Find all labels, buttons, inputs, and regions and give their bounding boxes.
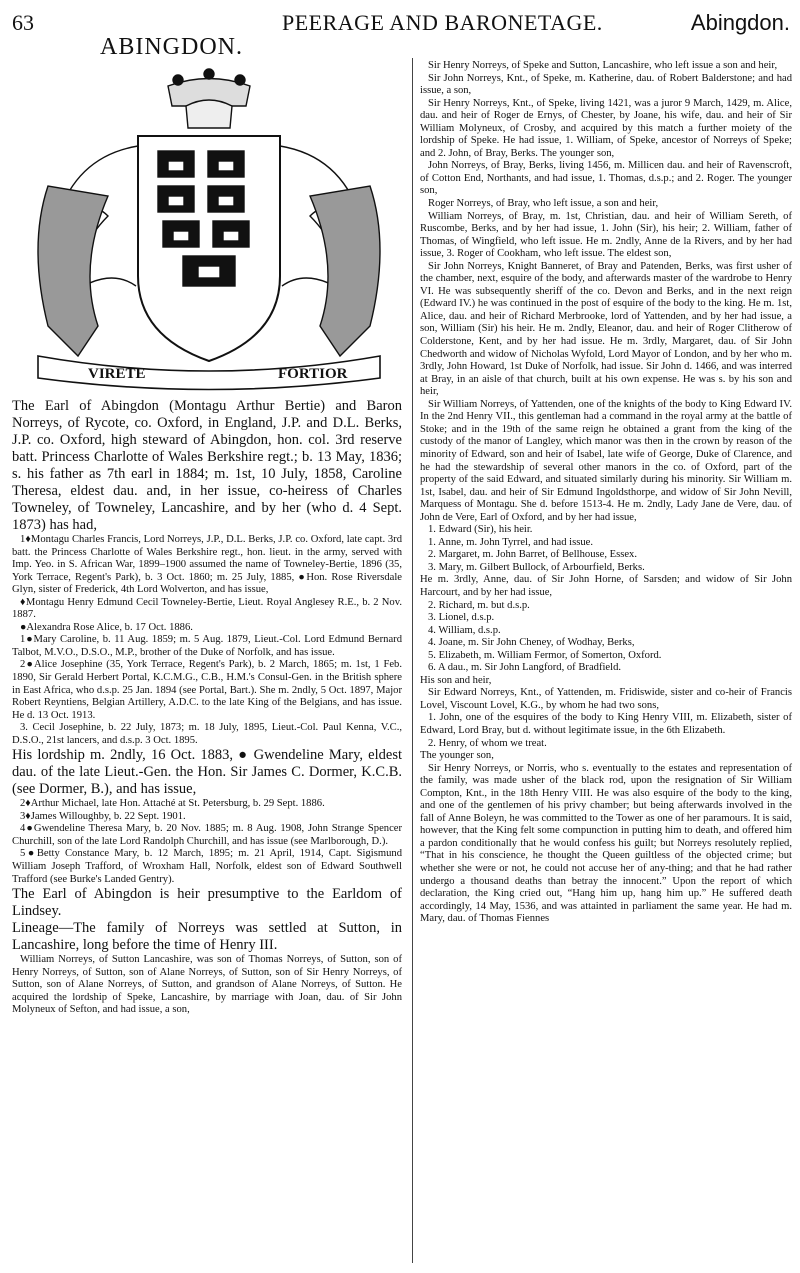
- left-column-paragraph: 3. Cecil Josephine, b. 22 July, 1873; m. 18 July, 1895, Lieut.-Col. Paul Kenna, V.C., D.S.O., 21st lancers, and d.s.p. 3 Oct. 1895.: [12, 722, 402, 746]
- left-column: [12, 398, 402, 1017]
- right-column-paragraph: His son and heir,: [420, 674, 492, 686]
- right-column-paragraph: Sir Edward Norreys, Knt., of Yattenden, m. Fridiswide, sister and co-heir of Francis Lovel, Viscount Lovel, K.G., by whom he had two sons,: [420, 687, 792, 711]
- motto-left: VIRETE: [88, 366, 146, 382]
- left-column-paragraph: 5●Betty Constance Mary, b. 12 March, 1895; m. 21 April, 1914, Capt. Sigismund William Joseph Trafford, of Wroxham Hall, Norfolk, eldest son of Edward Southwell Trafford (see Burke's Landed Gentry).: [12, 848, 402, 885]
- running-word: Abingdon.: [690, 10, 790, 35]
- right-column-paragraph: John Norreys, of Bray, Berks, living 1456, m. Millicen dau. and heir of Ravenscroft, of Cotton End, Northants, and had issue, 1. Thomas, d.s.p.; and 2. Roger. The younger son,: [420, 160, 792, 197]
- right-column-paragraph: 3. Lionel, d.s.p.: [428, 612, 495, 624]
- left-column-paragraph: ●Alexandra Rose Alice, b. 17 Oct. 1886.: [20, 621, 193, 633]
- left-column-paragraph: 1♦Montagu Charles Francis, Lord Norreys, J.P., D.L. Berks, J.P. co. Oxford, late capt. 3rd batt. the Princess Charlotte of Wales Berkshire regt., hon. lieut. in the army, served with Imp. Yeo. in S. African War, 1899–1900 assumed the name of Towneley-Bertie, 1896 (35, York Terrace, Regent's Park), b. 3 Oct. 1860; m. 25 July, 1885, ●Hon. Rose Riversdale Glyn, sister of Frederick, 4th Lord Wolverton, and has issue,: [12, 534, 402, 596]
- right-column-paragraph: He m. 3rdly, Anne, dau. of Sir John Horne, of Sarsden; and widow of Sir John Harcourt, and by her had issue,: [420, 574, 792, 598]
- right-column-paragraph: William Norreys, of Bray, m. 1st, Christian, dau. and heir of William Sereth, of Ruscombe, Berks, and by her had issue, 1. John (Sir), his heir; 2. William, father of Thomas, of Wingfield, who left issue. He m. 2ndly, Anne de la Rivers, and by her had issue, 3. Roger of Cookham, who left issue. The eldest son,: [420, 210, 792, 260]
- right-column-paragraph: Roger Norreys, of Bray, who left issue, a son and heir,: [428, 198, 659, 210]
- right-column-paragraph: 2. Richard, m. but d.s.p.: [428, 599, 530, 611]
- right-column-paragraph: Sir Henry Norreys, of Speke and Sutton, Lancashire, who left issue a son and heir,: [428, 60, 778, 71]
- right-column-paragraph: Sir Henry Norreys, or Norris, who s. eventually to the estates and representation of the family, was made usher of the black rod, upon the resignation of Sir William Compton, Knt., in the 18th Henry VIII. He was also esquire of the body to the king, and one of the gentlemen of his privy chamber; but being afterwards involved in the fall of Anne Boleyn, he was committed to the Tower as one of her paramours. It is said, however, that the King felt some compunction in putting him to death, and offered him a pardon conditionally that he would confess his guilt; but Norreys resolutely replied, “That in his conscience, he thought the Queen guiltless of the objected crime; but whether she were or not, he could not accuse her of any-thing; and that he had rather undergo a thousand deaths than betray the innocent.” Upon the report of which declaration, the King cried out, “Hang him up, hang him up.” He suffered death accordingly, 14 May, 1536, and was attainted in parliament the same year. He had m. Mary, dau. of Thomas Fiennes: [420, 762, 792, 925]
- left-column-paragraph: His lordship m. 2ndly, 16 Oct. 1883, ● Gwendeline Mary, eldest dau. of the late Lieut.-Gen. the Hon. Sir James C. Dormer, K.C.B. (see Dormer, B.), and has issue,: [12, 747, 402, 798]
- left-column-paragraph: ♦Montagu Henry Edmund Cecil Towneley-Bertie, Lieut. Royal Anglesey R.E., b. 2 Nov. 1887.: [12, 596, 402, 621]
- left-column-paragraph: 4●Gwendeline Theresa Mary, b. 20 Nov. 1885; m. 8 Aug. 1908, John Strange Spencer Churchill, son of the late Lord Randolph Churchill, and has issue (see Marlborough, D.).: [12, 823, 402, 847]
- right-column-paragraph: Sir William Norreys, of Yattenden, one of the knights of the body to King Edward IV. In the 2nd Henry VII., this gentleman had a command in the royal army at the battle of Stoke; and in the 19th of the same reign he obtained a grant from the king of the custody of the manor of Langley, which manor was then in the crown by reason of the minority of Edward, son and heir of Isabel, late wife of George, Duke of Clarence, and he had the stewardship of several other manors in the co. of Oxford, part of the property of the said Edward, and situated similarly during his minority. Sir William m. 1st, Isabel, dau. and heir of Sir Edmund Ingoldsthorpe, and widow of Sir John Nevill, Marquess of Montagu. She d. before 1513-4. He m. 2ndly, Lady Jane de Vere, dau. of John de Vere, Earl of Oxford, and by her had issue,: [420, 398, 792, 523]
- page-number: 63: [12, 10, 34, 35]
- right-column-paragraph: 1. John, one of the esquires of the body to King Henry VIII, m. Elizabeth, sister of Edward, Lord Bray, but d. without legitimate issue, in the 6th Elizabeth.: [420, 712, 792, 736]
- right-column-paragraph: 1. Anne, m. John Tyrrel, and had issue.: [428, 536, 594, 548]
- coat-of-arms-icon: [18, 66, 400, 396]
- left-column-paragraph: 1●Mary Caroline, b. 11 Aug. 1859; m. 5 Aug. 1879, Lieut.-Col. Lord Edmund Bernard Talbot, M.V.O., D.S.O., M.P., brother of the Duke of Norfolk, and has issue.: [12, 634, 402, 658]
- left-column-paragraph: 2●Alice Josephine (35, York Terrace, Regent's Park), b. 2 March, 1865; m. 1st, 1 Feb. 1890, Sir Gerald Herbert Portal, K.C.M.G., C.B., H.M.'s Consul-Gen. in the British sphere in East Africa, who d.s.p. 25 Jan. 1894 (see Portal, Bart.). She m. 2ndly, 5 Oct. 1897, Major Robert Reyntiens, Belgian Artillery, A.D.C. to the late King of the Belgians, and has issue. He d. 13 Oct. 1913.: [12, 659, 402, 721]
- right-column-paragraph: 6. A dau., m. Sir John Langford, of Bradfield.: [428, 662, 622, 674]
- column-divider: [412, 58, 413, 1263]
- right-column-paragraph: Sir John Norreys, Knt., of Speke, m. Katherine, dau. of Robert Balderstone; and had issue, a son,: [420, 72, 792, 97]
- right-column-paragraph: The younger son,: [420, 750, 494, 762]
- left-column-paragraph: 2♦Arthur Michael, late Hon. Attaché at St. Petersburg, b. 29 Sept. 1886.: [20, 798, 325, 810]
- right-column-paragraph: 3. Mary, m. Gilbert Bullock, of Arbourfield, Berks.: [428, 561, 645, 573]
- left-column-paragraph: The Earl of Abingdon is heir presumptive to the Earldom of Lindsey.: [12, 886, 402, 920]
- right-column-paragraph: 5. Elizabeth, m. William Fermor, of Somerton, Oxford.: [428, 649, 662, 661]
- motto-right: FORTIOR: [278, 366, 348, 382]
- right-column-paragraph: 2. Henry, of whom we treat.: [428, 737, 547, 749]
- left-column-paragraph: The Earl of Abingdon (Montagu Arthur Bertie) and Baron Norreys, of Rycote, co. Oxford, in England, J.P. and D.L. Berks, J.P. co. Oxford, high steward of Abingdon, hon. col. 3rd reserve batt. Princess Charlotte of Wales Berkshire regt.; b. 13 May, 1836; s. his father as 7th earl in 1884; m. 1st, 10 July, 1858, Caroline Theresa, eldest dau. and, in her issue, co-heiress of Charles Towneley, of Towneley, Lancashire, and by her (who d. 4 Sept. 1873) has had,: [12, 398, 402, 533]
- right-column-paragraph: Sir John Norreys, Knight Banneret, of Bray and Patenden, Berks, was first usher of the chamber, next, esquire of the body, and afterwards master of the wardrobe to Henry VI. He was subsequently sheriff of the co. Devon and Berks, and in the next reign (Edward IV.) he was continued in the post of esquire of the body to the king. He m. 1st, Alice, dau. and heir of Richard Merbrooke, lord of Yattenden, and by her had issue, a son, William (Sir) his heir. He m. 2ndly, Eleanor, dau. and heir of Roger Clitherow of Colderstone, Kent, and by her had issue. He m. 3rdly, Margaret, dau. of Sir John Chedworth and widow of Nicholas Wyfold, Lord Mayor of London, and by her who m. 3rdly, John Howard, 1st Duke of Norfolk, had issue. Sir John d. 1466, and was interred at Bray, in an aisle of that church, built at his own expense. He was s. by his son and heir,: [420, 260, 792, 398]
- entry-title: ABINGDON.: [100, 34, 243, 60]
- right-column-paragraph: 2. Margaret, m. John Barret, of Bellhouse, Essex.: [428, 549, 637, 561]
- right-column-paragraph: 1. Edward (Sir), his heir.: [428, 524, 533, 536]
- right-column-paragraph: 4. Joane, m. Sir John Cheney, of Wodhay, Berks,: [428, 637, 635, 649]
- left-column-paragraph: Lineage—The family of Norreys was settled at Sutton, in Lancashire, long before the time of Henry III.: [12, 920, 402, 954]
- right-column-paragraph: 4. William, d.s.p.: [428, 624, 501, 636]
- running-head: PEERAGE AND BARONETAGE.: [282, 10, 603, 35]
- left-column-paragraph: 3♦James Willoughby, b. 22 Sept. 1901.: [20, 810, 186, 822]
- right-column: [420, 60, 792, 926]
- left-column-paragraph: William Norreys, of Sutton Lancashire, was son of Thomas Norreys, of Sutton, son of Henry Norreys, of Sutton, son of Alane Norreys, of Sutton, son of Sir Henry Norreys, of Sutton, son of Alane Norreys, of Sutton, and grandson of Alane Norreys, of Sutton. He acquired the lordship of Speke, Lancashire, by marriage with Joan, dau. of Sir John Molyneux of Sefton, and had issue, a son,: [12, 954, 402, 1016]
- right-column-paragraph: Sir Henry Norreys, Knt., of Speke, living 1421, was a juror 9 March, 1429, m. Alice, dau. and heir of Roger de Ernys, of Chester, by Joane, his wife, dau. and heir of Sir William Molyneux, of Crosby, and acquired by this match a further moiety of the lordship of Speke. He had issue, 1. William, of Speke, ancestor of Norreys of Speke; and 2. John, of Bray, Berks. The younger son,: [420, 97, 792, 159]
